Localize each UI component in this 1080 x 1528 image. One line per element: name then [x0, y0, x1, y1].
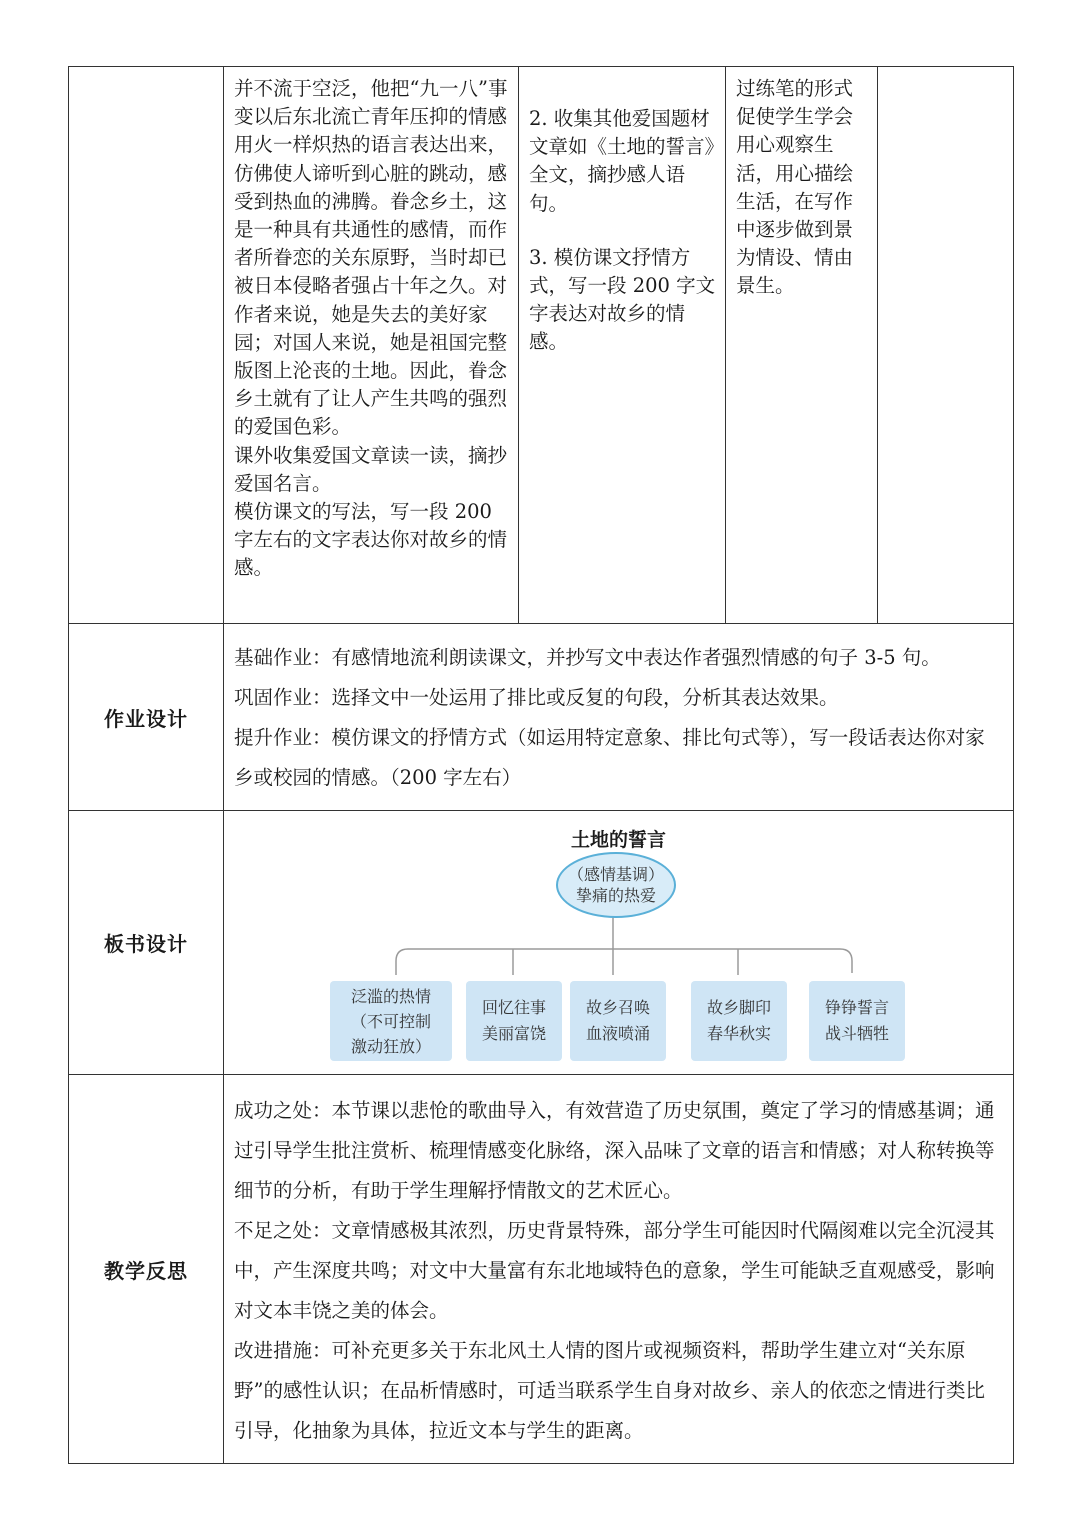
empty-cell: [878, 67, 1014, 624]
branch-line: 战斗牺牲: [824, 1024, 889, 1043]
branch-line: 血液喷涌: [585, 1024, 650, 1043]
branch-line: （不可控制: [350, 1011, 431, 1031]
reflection-row: [69, 1075, 1014, 1464]
reflection-paragraph: 成功之处：本节课以悲怆的歌曲导入，有效营造了历史氛围，奠定了学习的情感基调；通过引导学生批注赏析、梳理情感变化脉络，深入品味了文章的语言和情感；对人称转换等细节的分析，有助于学生理解抒情散文的艺术匠心。: [234, 1099, 995, 1202]
branch-line: 美丽富饶: [481, 1024, 546, 1043]
board-diagram: [224, 811, 1013, 1073]
branch-line: 铮铮誓言: [824, 998, 889, 1017]
branch-line: 激动狂放）: [350, 1036, 431, 1056]
activity-item: 3. 模仿课文抒情方式，写一段 200 字文字表达对故乡的情感。: [529, 245, 716, 354]
branch-box: [691, 981, 787, 1061]
activity-item: 2. 收集其他爱国题材文章如《土地的誓言》全文，摘抄感人语句。: [529, 107, 715, 215]
center-line1: （感情基调）: [567, 865, 664, 884]
branch-box: [330, 981, 452, 1061]
homework-line: 巩固作业：选择文中一处运用了排比或反复的句段，分析其表达效果。: [234, 686, 839, 709]
board-label: 板书设计: [69, 811, 224, 1075]
continuation-row: [69, 67, 1014, 624]
branch-line: 回忆往事: [481, 998, 546, 1017]
branch-box: [809, 981, 905, 1061]
reflection-paragraph: 改进措施：可补充更多关于东北风土人情的图片或视频资料，帮助学生建立对“关东原野”的感性认识；在品析情感时，可适当联系学生自身对故乡、亲人的依恋之情进行类比引导，化抽象为具体，拉近文本与学生的距离。: [234, 1339, 985, 1442]
content-paragraph: 模仿课文的写法，写一段 200 字左右的文字表达你对故乡的情感。: [234, 500, 508, 580]
branch-box: [466, 981, 562, 1061]
intent-cell: [726, 67, 878, 624]
branch-line: 故乡脚印: [706, 998, 771, 1017]
board-row: [69, 811, 1014, 1075]
empty-label-cell: [69, 67, 224, 624]
homework-row: [69, 624, 1014, 811]
content-paragraph: 并不流于空泛，他把“九一八”事变以后东北流亡青年压抑的情感用火一样炽热的语言表达出来，仿佛使人谛听到心脏的跳动，感受到热血的沸腾。眷念乡土，这是一种具有共通性的感情，而作者所眷恋的关东原野，当时却已被日本侵略者强占十年之久。对作者来说，她是失去的美好家园；对国人来说，她是祖国完整版图上沦丧的土地。因此，眷念乡土就有了让人产生共鸣的强烈的爱国色彩。: [234, 77, 508, 439]
lesson-plan-table: [68, 66, 1014, 1464]
intent-text: 过练笔的形式促使学生学会用心观察生活，用心描绘生活，在写作中逐步做到景为情设、情由景生。: [736, 77, 854, 298]
reflection-paragraph: 不足之处：文章情感极其浓烈，历史背景特殊，部分学生可能因时代隔阂难以完全沉浸其中，产生深度共鸣；对文中大量富有东北地域特色的意象，学生可能缺乏直观感受，影响对文本丰饶之美的体会。: [234, 1219, 995, 1322]
homework-line: 提升作业：模仿课文的抒情方式（如运用特定意象、排比句式等），写一段话表达你对家乡或校园的情感。（200 字左右）: [234, 726, 985, 789]
branch-line: 故乡召唤: [585, 998, 650, 1017]
branch-line: 春华秋实: [706, 1024, 771, 1043]
activity-cell: [519, 67, 726, 624]
homework-content: [224, 624, 1014, 811]
branch-box: [570, 981, 666, 1061]
board-title: 土地的誓言: [570, 829, 666, 851]
teaching-content-cell: [224, 67, 519, 624]
center-line2: 挚痛的热爱: [575, 886, 656, 905]
reflection-label: 教学反思: [69, 1075, 224, 1464]
content-paragraph: 课外收集爱国文章读一读，摘抄爱国名言。: [234, 443, 508, 495]
branch-line: 泛滥的热情: [350, 986, 431, 1006]
reflection-content: [224, 1075, 1014, 1464]
homework-line: 基础作业：有感情地流利朗读课文，并抄写文中表达作者强烈情感的句子 3-5 句。: [234, 646, 941, 669]
homework-label: 作业设计: [69, 624, 224, 811]
board-design-cell: [224, 811, 1014, 1075]
center-ellipse: [556, 852, 676, 918]
